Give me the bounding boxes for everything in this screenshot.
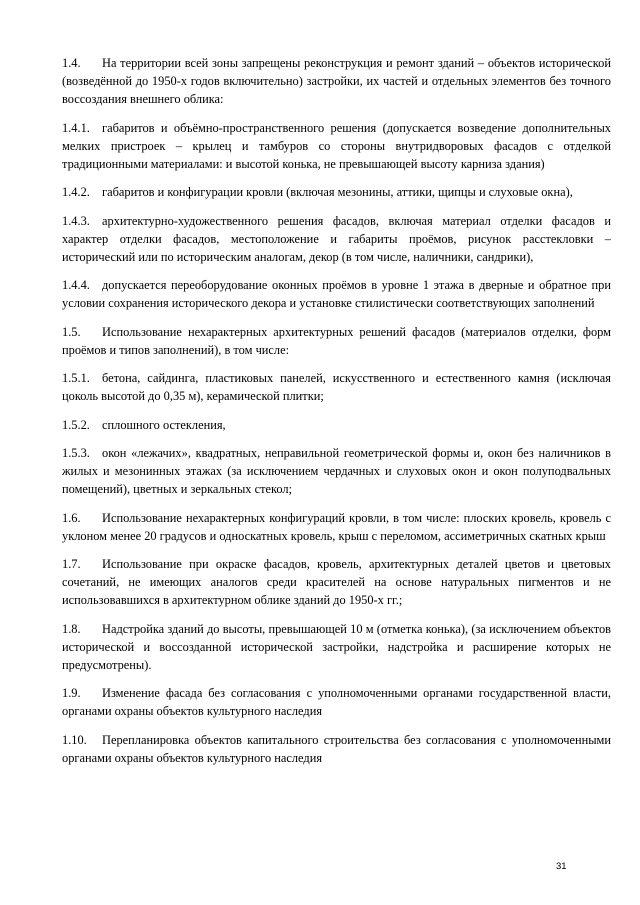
paragraph-number: 1.4.2. bbox=[62, 185, 90, 199]
paragraph-text: габаритов и объёмно-пространственного решения (допускается возведение дополнительных мелких пристроек – крылец и тамбуров со стороны внутридворовых фасадов с отделкой традиционными материалами: и высотой конька, не превышающей высоту карниза здания) bbox=[62, 120, 611, 171]
paragraph-1-8 bbox=[62, 620, 611, 674]
paragraph-number: 1.7. bbox=[62, 557, 81, 571]
paragraph-text: габаритов и конфигурации кровли (включая мезонины, аттики, щипцы и слуховые окна), bbox=[102, 185, 573, 199]
paragraph-text: окон «лежачих», квадратных, неправильной геометрической формы и, окон без наличников в жилых и мезонинных этажах (за исключением чердачных и слуховых окон и окон полуподвальных помещений), цветных и зеркальных стекол; bbox=[62, 446, 611, 496]
page-number: 31 bbox=[556, 861, 567, 872]
paragraph-text: сплошного остекления, bbox=[102, 417, 226, 432]
paragraph-1-6 bbox=[62, 509, 611, 545]
paragraph-number: 1.8. bbox=[62, 621, 81, 636]
paragraph-number: 1.5.1. bbox=[62, 371, 90, 385]
paragraph-1-7 bbox=[62, 555, 611, 609]
paragraph-number: 1.4. bbox=[62, 56, 81, 70]
paragraph-text: бетона, сайдинга, пластиковых панелей, искусственного и естественного камня (исключая цоколь высотой до 0,35 м), керамической плитки; bbox=[62, 371, 611, 403]
paragraph-number: 1.5.3. bbox=[62, 446, 90, 460]
paragraph-text: Использование при окраске фасадов, кровель, архитектурных деталей цветов и цветовых сочетаний, не имеющих аналогов среди красителей на основе натуральных пигментов и не использовавшихся в архитектурном облике зданий до 1950-х гг.; bbox=[62, 557, 611, 607]
paragraph-1-4-2 bbox=[62, 183, 611, 201]
paragraph-1-5-3 bbox=[62, 444, 611, 498]
paragraph-number: 1.4.1. bbox=[62, 120, 90, 135]
paragraph-1-5 bbox=[62, 323, 611, 359]
paragraph-number: 1.10. bbox=[62, 732, 87, 747]
paragraph-text: На территории всей зоны запрещены реконструкция и ремонт зданий – объектов исторической (возведённой до 1950-х годов включительно) застройки, их частей и отдельных элементов без точного воссоздания внешнего облика: bbox=[62, 56, 611, 106]
paragraph-text: Изменение фасада без согласования с уполномоченными органами государственной власти, органами охраны объектов культурного наследия bbox=[62, 686, 611, 718]
paragraph-number: 1.5. bbox=[62, 324, 81, 339]
paragraph-1-9 bbox=[62, 684, 611, 720]
paragraph-1-4 bbox=[62, 54, 611, 108]
paragraph-text: Надстройка зданий до высоты, превышающей 10 м (отметка конька), (за исключением объектов исторической и воссозданной исторической застройки, надстройка и расширение которых не предусмотрены). bbox=[62, 621, 611, 672]
paragraph-text: допускается переоборудование оконных проёмов в уровне 1 этажа в дверные и обратное при условии сохранения исторического декора и установке стилистически соответствующих заполнений bbox=[62, 278, 611, 310]
paragraph-text: Использование нехарактерных архитектурных решений фасадов (материалов отделки, форм проёмов и типов заполнений), в том числе: bbox=[62, 324, 611, 357]
paragraph-1-4-1 bbox=[62, 119, 611, 173]
paragraph-1-5-1 bbox=[62, 369, 611, 405]
paragraph-text: Использование нехарактерных конфигураций кровли, в том числе: плоских кровель, кровель с уклоном менее 20 градусов и односкатных кровель, крыш с переломом, ассиметричных скатных крыш bbox=[62, 510, 611, 543]
paragraph-text: архитектурно-художественного решения фасадов, включая материал отделки фасадов и характер отделки фасадов, местоположение и габариты проёмов, рисунок расстекловки – исторический или по историческим аналогам, декор (в том числе, наличники, сандрики), bbox=[62, 213, 611, 264]
paragraph-1-4-4 bbox=[62, 276, 611, 312]
paragraph-number: 1.5.2. bbox=[62, 417, 90, 432]
paragraph-1-5-2 bbox=[62, 416, 611, 434]
document-body bbox=[62, 54, 611, 777]
paragraph-number: 1.4.3. bbox=[62, 213, 90, 228]
paragraph-text: Перепланировка объектов капитального строительства без согласования с уполномоченными органами охраны объектов культурного наследия bbox=[62, 732, 611, 765]
paragraph-1-10 bbox=[62, 731, 611, 767]
paragraph-number: 1.4.4. bbox=[62, 278, 90, 292]
paragraph-number: 1.9. bbox=[62, 686, 81, 700]
paragraph-number: 1.6. bbox=[62, 510, 81, 525]
paragraph-1-4-3 bbox=[62, 212, 611, 266]
